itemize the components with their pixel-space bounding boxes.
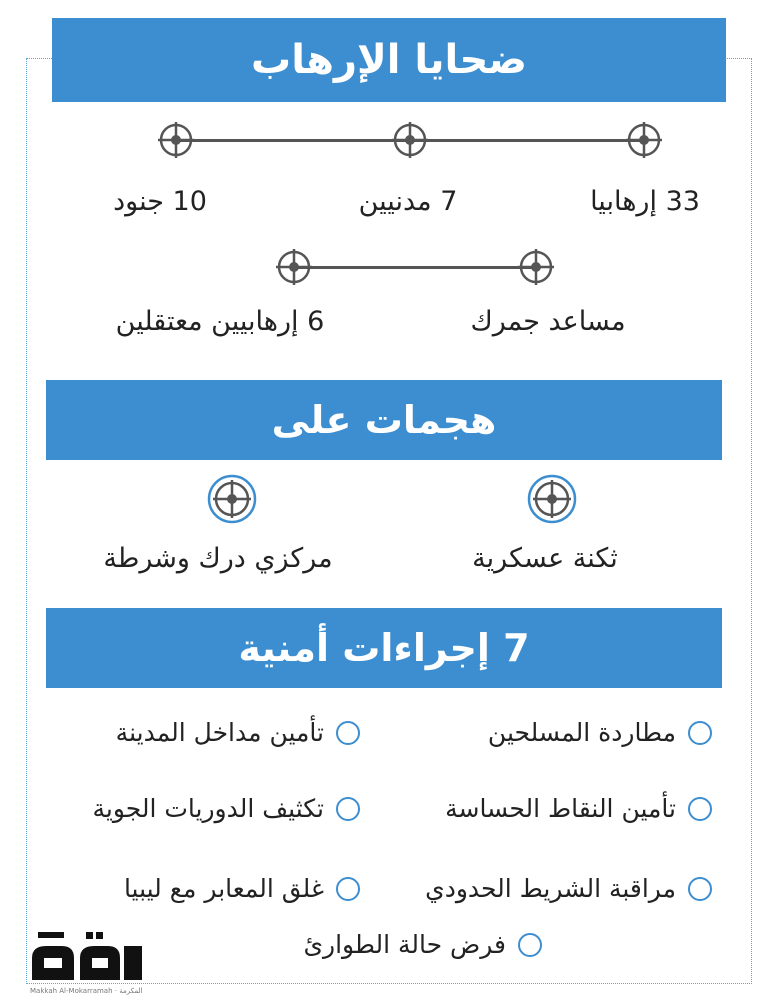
circle-bullet-icon [688, 797, 712, 821]
victims-customs-assistant: مساعد جمرك [470, 306, 626, 337]
measure-label: غلق المعابر مع ليبيا [123, 874, 324, 903]
circle-bullet-icon [518, 933, 542, 957]
victims-banner: ضحايا الإرهاب [52, 18, 726, 102]
measure-item [116, 718, 360, 747]
circle-bullet-icon [336, 877, 360, 901]
measure-item [303, 930, 542, 959]
measure-item [488, 718, 712, 747]
crosshair-target-icon [274, 247, 314, 287]
crosshair-target-icon [624, 120, 664, 160]
victims-civilians: 7 مدنيين [358, 186, 458, 217]
crosshair-target-icon [156, 120, 196, 160]
measure-item [92, 794, 360, 823]
measures-banner: 7 إجراءات أمنية [46, 608, 722, 688]
attack-gendarmerie-police: مركزي درك وشرطة [103, 543, 333, 574]
crosshair-target-icon [390, 120, 430, 160]
victims-soldiers: 10 جنود [113, 186, 207, 217]
logo-subtitle: Makkah Al-Mokarramah · المكرمة [30, 987, 143, 995]
circle-bullet-icon [688, 877, 712, 901]
measure-label: فرض حالة الطوارئ [303, 930, 506, 959]
measure-label: تكثيف الدوريات الجوية [92, 794, 324, 823]
attacks-banner: هجمات على [46, 380, 722, 460]
crosshair-target-icon [207, 474, 257, 524]
measure-label: مطاردة المسلحين [487, 718, 676, 747]
circle-bullet-icon [336, 721, 360, 745]
measure-item [425, 874, 712, 903]
measure-label: تأمين مداخل المدينة [115, 718, 324, 747]
measure-label: مراقبة الشريط الحدودي [425, 874, 676, 903]
victims-terrorists: 33 إرهابيا [590, 186, 700, 217]
circle-bullet-icon [336, 797, 360, 821]
makkah-logo [28, 928, 148, 990]
circle-bullet-icon [688, 721, 712, 745]
measure-label: تأمين النقاط الحساسة [445, 794, 676, 823]
measure-item [445, 794, 712, 823]
victims-timeline-line-2 [294, 266, 536, 269]
crosshair-target-icon [527, 474, 577, 524]
crosshair-target-icon [516, 247, 556, 287]
attack-military-barracks: ثكنة عسكرية [472, 543, 618, 574]
measure-item [124, 874, 360, 903]
victims-arrested-terrorists: 6 إرهابيين معتقلين [115, 306, 325, 337]
